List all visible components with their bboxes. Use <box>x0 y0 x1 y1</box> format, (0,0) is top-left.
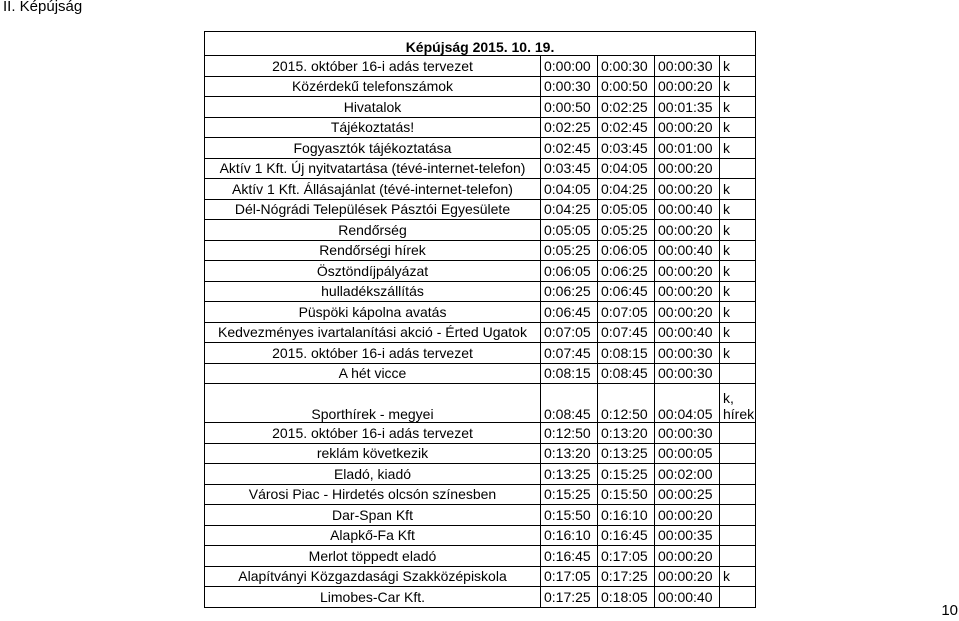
table-row <box>205 158 756 179</box>
note-cell: k <box>720 76 756 97</box>
duration-cell: 00:00:20 <box>655 566 720 587</box>
start-time-cell: 0:17:25 <box>541 587 598 608</box>
duration-cell: 00:00:20 <box>655 76 720 97</box>
note-cell: k <box>720 56 756 77</box>
program-name-cell: reklám következik <box>205 443 541 464</box>
end-time-cell: 0:08:15 <box>598 343 655 364</box>
start-time-cell: 0:00:00 <box>541 56 598 77</box>
program-name-cell: Dar-Span Kft <box>205 505 541 526</box>
table-row <box>205 525 756 546</box>
start-time-cell: 0:07:45 <box>541 343 598 364</box>
note-cell: k <box>720 322 756 343</box>
duration-cell: 00:00:20 <box>655 546 720 567</box>
start-time-cell: 0:05:25 <box>541 240 598 261</box>
table-row <box>205 343 756 364</box>
note-cell: k <box>720 117 756 138</box>
end-time-cell: 0:06:45 <box>598 281 655 302</box>
start-time-cell: 0:00:50 <box>541 97 598 118</box>
note-cell: k <box>720 261 756 282</box>
table-row <box>205 240 756 261</box>
end-time-cell: 0:08:45 <box>598 363 655 384</box>
duration-cell: 00:00:40 <box>655 199 720 220</box>
end-time-cell: 0:12:50 <box>598 384 655 423</box>
duration-cell: 00:00:40 <box>655 587 720 608</box>
note-cell: k <box>720 302 756 323</box>
start-time-cell: 0:06:05 <box>541 261 598 282</box>
start-time-cell: 0:13:20 <box>541 443 598 464</box>
duration-cell: 00:00:20 <box>655 117 720 138</box>
end-time-cell: 0:15:50 <box>598 484 655 505</box>
page-heading: II. Képújság <box>3 0 83 15</box>
program-name-cell: Püspöki kápolna avatás <box>205 302 541 323</box>
table-row <box>205 443 756 464</box>
program-name-cell: 2015. október 16-i adás tervezet <box>205 343 541 364</box>
note-cell: k <box>720 343 756 364</box>
duration-cell: 00:01:00 <box>655 138 720 159</box>
program-name-cell: Eladó, kiadó <box>205 464 541 485</box>
duration-cell: 00:00:40 <box>655 322 720 343</box>
table-row <box>205 484 756 505</box>
start-time-cell: 0:13:25 <box>541 464 598 485</box>
end-time-cell: 0:00:30 <box>598 56 655 77</box>
note-cell <box>720 546 756 567</box>
table-row <box>205 363 756 384</box>
start-time-cell: 0:17:05 <box>541 566 598 587</box>
page-number: 10 <box>941 602 958 619</box>
table-row <box>205 423 756 444</box>
program-name-cell: hulladékszállítás <box>205 281 541 302</box>
end-time-cell: 0:17:25 <box>598 566 655 587</box>
start-time-cell: 0:00:30 <box>541 76 598 97</box>
table-row <box>205 505 756 526</box>
duration-cell: 00:00:20 <box>655 179 720 200</box>
end-time-cell: 0:16:10 <box>598 505 655 526</box>
end-time-cell: 0:02:25 <box>598 97 655 118</box>
duration-cell: 00:02:00 <box>655 464 720 485</box>
end-time-cell: 0:02:45 <box>598 117 655 138</box>
end-time-cell: 0:17:05 <box>598 546 655 567</box>
program-name-cell: Limobes-Car Kft. <box>205 587 541 608</box>
table-row <box>205 546 756 567</box>
note-cell: k <box>720 199 756 220</box>
note-cell: k <box>720 240 756 261</box>
duration-cell: 00:00:30 <box>655 56 720 77</box>
program-name-cell: 2015. október 16-i adás tervezet <box>205 423 541 444</box>
program-name-cell: Sporthírek - megyei <box>205 384 541 423</box>
program-name-cell: Tájékoztatás! <box>205 117 541 138</box>
start-time-cell: 0:05:05 <box>541 220 598 241</box>
note-cell <box>720 158 756 179</box>
start-time-cell: 0:12:50 <box>541 423 598 444</box>
program-name-cell: Alapítványi Közgazdasági Szakközépiskola <box>205 566 541 587</box>
note-cell <box>720 423 756 444</box>
end-time-cell: 0:00:50 <box>598 76 655 97</box>
program-name-cell: Dél-Nógrádi Települések Pásztói Egyesülete <box>205 199 541 220</box>
end-time-cell: 0:04:05 <box>598 158 655 179</box>
program-name-cell: Rendőrség <box>205 220 541 241</box>
program-name-cell: A hét vicce <box>205 363 541 384</box>
start-time-cell: 0:04:05 <box>541 179 598 200</box>
start-time-cell: 0:07:05 <box>541 322 598 343</box>
start-time-cell: 0:15:25 <box>541 484 598 505</box>
table-row <box>205 384 756 423</box>
note-cell: k <box>720 97 756 118</box>
start-time-cell: 0:02:25 <box>541 117 598 138</box>
end-time-cell: 0:06:25 <box>598 261 655 282</box>
schedule-body <box>205 56 756 608</box>
end-time-cell: 0:13:25 <box>598 443 655 464</box>
duration-cell: 00:00:30 <box>655 343 720 364</box>
end-time-cell: 0:05:25 <box>598 220 655 241</box>
start-time-cell: 0:04:25 <box>541 199 598 220</box>
table-row <box>205 322 756 343</box>
duration-cell: 00:00:35 <box>655 525 720 546</box>
program-name-cell: Kedvezményes ivartalanítási akció - Érted Ugatok <box>205 322 541 343</box>
note-cell: k, hírek <box>720 384 756 423</box>
note-cell <box>720 525 756 546</box>
note-cell <box>720 443 756 464</box>
program-name-cell: Merlot töppedt eladó <box>205 546 541 567</box>
duration-cell: 00:04:05 <box>655 384 720 423</box>
program-name-cell: Fogyasztók tájékoztatása <box>205 138 541 159</box>
end-time-cell: 0:06:05 <box>598 240 655 261</box>
duration-cell: 00:00:20 <box>655 302 720 323</box>
program-name-cell: Ösztöndíjpályázat <box>205 261 541 282</box>
table-row <box>205 566 756 587</box>
note-cell <box>720 587 756 608</box>
start-time-cell: 0:08:45 <box>541 384 598 423</box>
schedule-title: Képújság 2015. 10. 19. <box>205 32 756 56</box>
note-cell <box>720 484 756 505</box>
start-time-cell: 0:02:45 <box>541 138 598 159</box>
table-row <box>205 587 756 608</box>
schedule-table <box>204 31 756 608</box>
schedule-title-row <box>205 32 756 56</box>
program-name-cell: Alapkő-Fa Kft <box>205 525 541 546</box>
duration-cell: 00:01:35 <box>655 97 720 118</box>
duration-cell: 00:00:30 <box>655 363 720 384</box>
end-time-cell: 0:07:45 <box>598 322 655 343</box>
duration-cell: 00:00:25 <box>655 484 720 505</box>
table-row <box>205 199 756 220</box>
start-time-cell: 0:06:45 <box>541 302 598 323</box>
program-name-cell: Hivatalok <box>205 97 541 118</box>
table-row <box>205 220 756 241</box>
duration-cell: 00:00:20 <box>655 261 720 282</box>
note-cell: k <box>720 220 756 241</box>
note-cell <box>720 464 756 485</box>
program-name-cell: Városi Piac - Hirdetés olcsón színesben <box>205 484 541 505</box>
end-time-cell: 0:13:20 <box>598 423 655 444</box>
end-time-cell: 0:05:05 <box>598 199 655 220</box>
start-time-cell: 0:15:50 <box>541 505 598 526</box>
table-row <box>205 464 756 485</box>
table-row <box>205 281 756 302</box>
end-time-cell: 0:04:25 <box>598 179 655 200</box>
note-cell <box>720 505 756 526</box>
end-time-cell: 0:18:05 <box>598 587 655 608</box>
end-time-cell: 0:15:25 <box>598 464 655 485</box>
table-row <box>205 261 756 282</box>
table-row <box>205 97 756 118</box>
duration-cell: 00:00:20 <box>655 505 720 526</box>
note-cell <box>720 363 756 384</box>
end-time-cell: 0:03:45 <box>598 138 655 159</box>
table-row <box>205 56 756 77</box>
note-cell: k <box>720 566 756 587</box>
start-time-cell: 0:16:10 <box>541 525 598 546</box>
table-row <box>205 117 756 138</box>
note-cell: k <box>720 281 756 302</box>
program-name-cell: Rendőrségi hírek <box>205 240 541 261</box>
note-cell: k <box>720 179 756 200</box>
table-row <box>205 302 756 323</box>
program-name-cell: Közérdekű telefonszámok <box>205 76 541 97</box>
program-name-cell: Aktív 1 Kft. Állásajánlat (tévé-internet-telefon) <box>205 179 541 200</box>
duration-cell: 00:00:30 <box>655 423 720 444</box>
duration-cell: 00:00:20 <box>655 158 720 179</box>
program-name-cell: 2015. október 16-i adás tervezet <box>205 56 541 77</box>
duration-cell: 00:00:20 <box>655 220 720 241</box>
note-cell: k <box>720 138 756 159</box>
start-time-cell: 0:16:45 <box>541 546 598 567</box>
end-time-cell: 0:07:05 <box>598 302 655 323</box>
program-name-cell: Aktív 1 Kft. Új nyitvatartása (tévé-internet-telefon) <box>205 158 541 179</box>
duration-cell: 00:00:40 <box>655 240 720 261</box>
table-row <box>205 76 756 97</box>
table-row <box>205 179 756 200</box>
duration-cell: 00:00:20 <box>655 281 720 302</box>
start-time-cell: 0:03:45 <box>541 158 598 179</box>
end-time-cell: 0:16:45 <box>598 525 655 546</box>
start-time-cell: 0:06:25 <box>541 281 598 302</box>
table-row <box>205 138 756 159</box>
duration-cell: 00:00:05 <box>655 443 720 464</box>
start-time-cell: 0:08:15 <box>541 363 598 384</box>
